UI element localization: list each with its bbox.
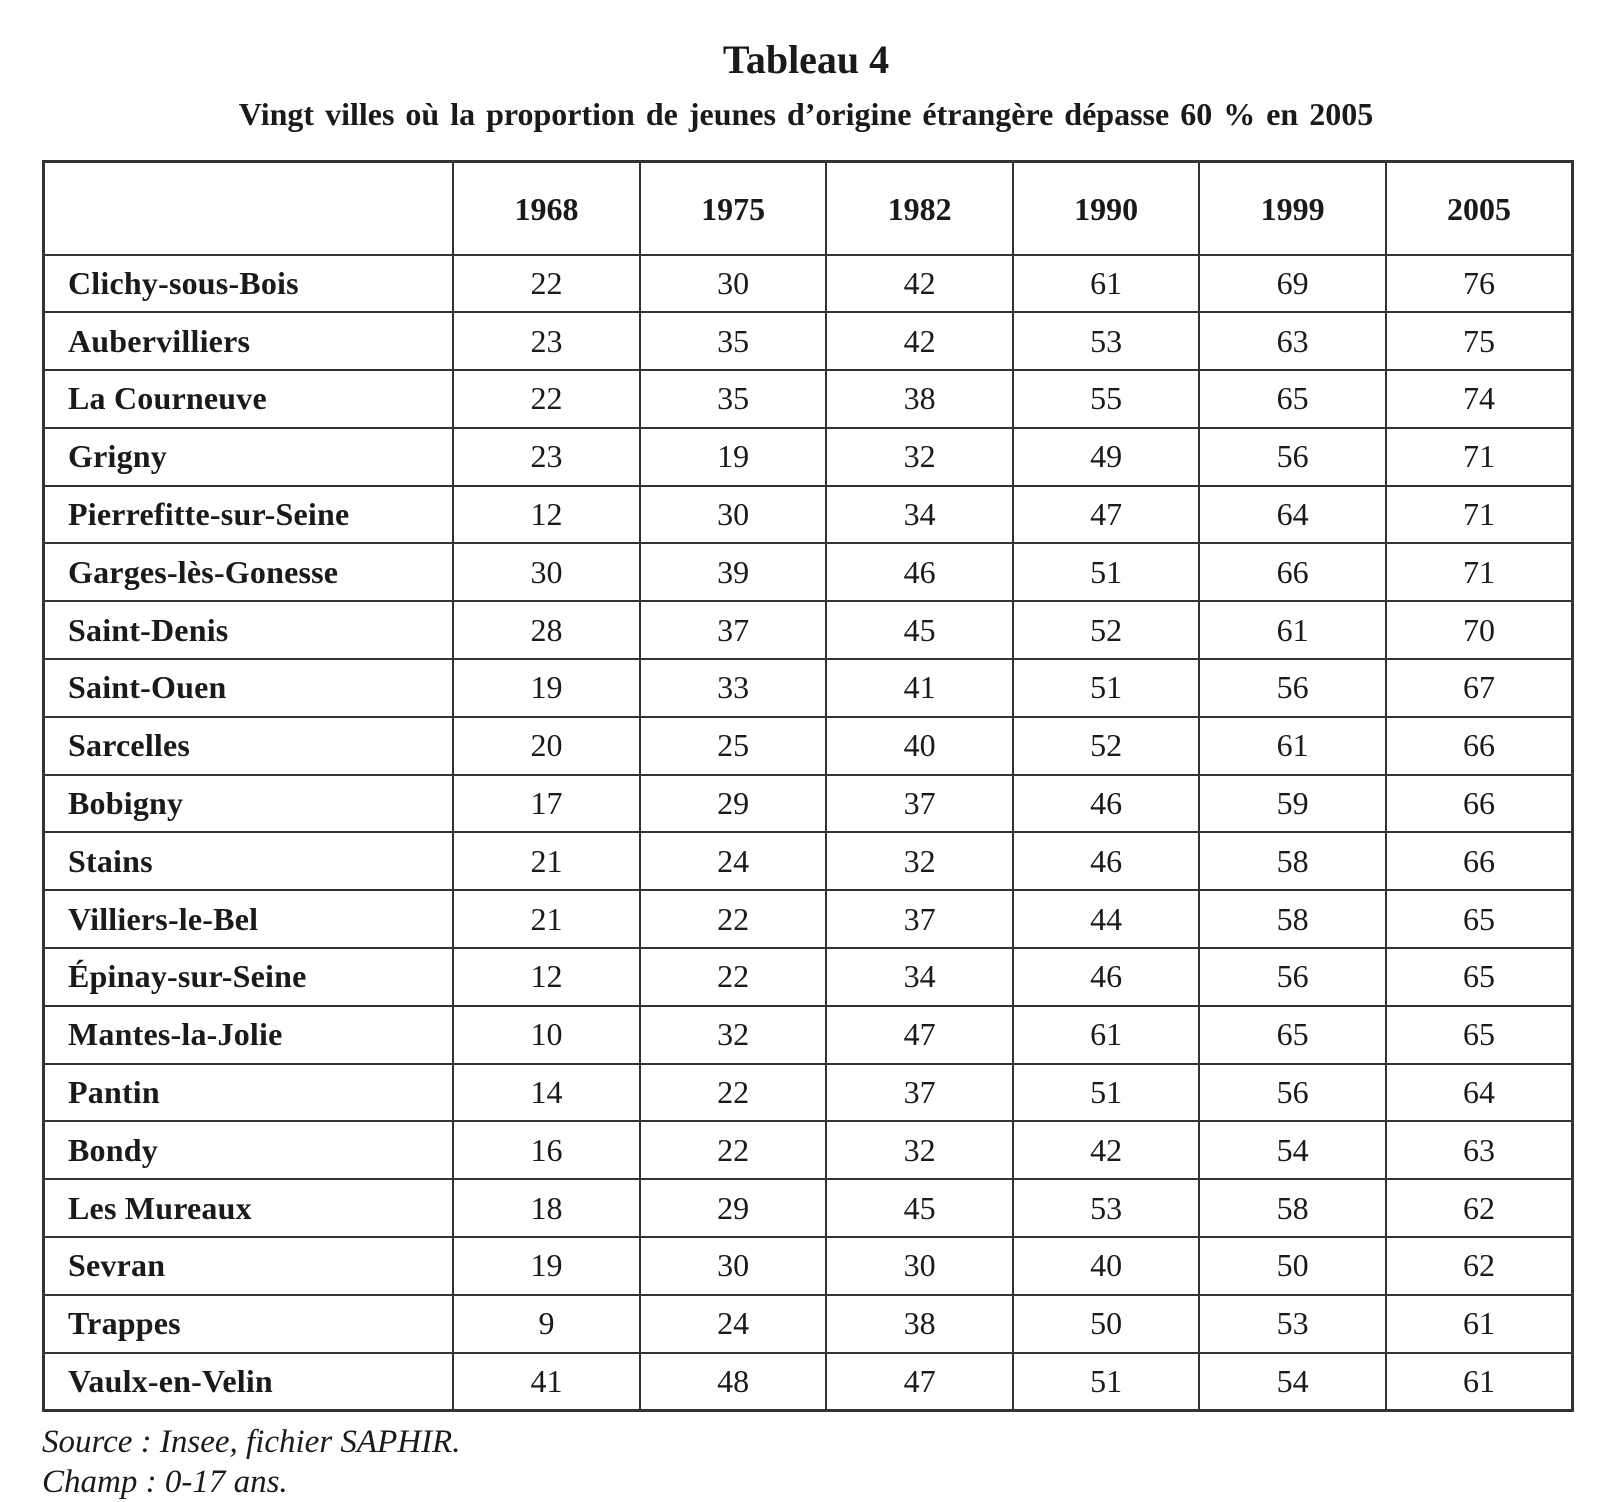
value-cell: 19: [453, 659, 640, 717]
value-cell: 29: [640, 775, 827, 833]
table-row: [44, 312, 1573, 370]
value-cell: 61: [1386, 1295, 1573, 1353]
table-row: [44, 1353, 1573, 1411]
value-cell: 56: [1199, 659, 1386, 717]
value-cell: 38: [826, 370, 1013, 428]
value-cell: 49: [1013, 428, 1200, 486]
value-cell: 52: [1013, 717, 1200, 775]
value-cell: 51: [1013, 1064, 1200, 1122]
value-cell: 65: [1386, 1006, 1573, 1064]
value-cell: 17: [453, 775, 640, 833]
value-cell: 42: [826, 255, 1013, 313]
value-cell: 48: [640, 1353, 827, 1411]
value-cell: 19: [640, 428, 827, 486]
value-cell: 71: [1386, 428, 1573, 486]
value-cell: 12: [453, 486, 640, 544]
table-row: [44, 775, 1573, 833]
city-name: Bobigny: [44, 775, 454, 833]
city-name: La Courneuve: [44, 370, 454, 428]
table-row: [44, 1237, 1573, 1295]
value-cell: 61: [1386, 1353, 1573, 1411]
value-cell: 53: [1013, 312, 1200, 370]
value-cell: 66: [1386, 717, 1573, 775]
value-cell: 30: [640, 1237, 827, 1295]
city-name: Trappes: [44, 1295, 454, 1353]
year-header: 1999: [1199, 162, 1386, 255]
value-cell: 61: [1199, 717, 1386, 775]
value-cell: 61: [1199, 601, 1386, 659]
value-cell: 64: [1386, 1064, 1573, 1122]
value-cell: 40: [1013, 1237, 1200, 1295]
value-cell: 66: [1199, 543, 1386, 601]
value-cell: 32: [826, 428, 1013, 486]
value-cell: 71: [1386, 486, 1573, 544]
table-row: [44, 1179, 1573, 1237]
value-cell: 47: [826, 1006, 1013, 1064]
value-cell: 54: [1199, 1121, 1386, 1179]
header-row: [44, 162, 1573, 255]
value-cell: 24: [640, 832, 827, 890]
year-header: 1975: [640, 162, 827, 255]
value-cell: 32: [826, 1121, 1013, 1179]
value-cell: 70: [1386, 601, 1573, 659]
year-header: 2005: [1386, 162, 1573, 255]
city-name: Pantin: [44, 1064, 454, 1122]
value-cell: 58: [1199, 890, 1386, 948]
city-name: Stains: [44, 832, 454, 890]
table-row: [44, 255, 1573, 313]
value-cell: 64: [1199, 486, 1386, 544]
value-cell: 22: [640, 948, 827, 1006]
value-cell: 56: [1199, 948, 1386, 1006]
value-cell: 61: [1013, 1006, 1200, 1064]
table-row: [44, 370, 1573, 428]
value-cell: 22: [640, 1064, 827, 1122]
value-cell: 46: [826, 543, 1013, 601]
value-cell: 32: [826, 832, 1013, 890]
value-cell: 23: [453, 428, 640, 486]
value-cell: 63: [1386, 1121, 1573, 1179]
value-cell: 23: [453, 312, 640, 370]
value-cell: 52: [1013, 601, 1200, 659]
value-cell: 51: [1013, 543, 1200, 601]
value-cell: 18: [453, 1179, 640, 1237]
year-header: 1968: [453, 162, 640, 255]
value-cell: 66: [1386, 832, 1573, 890]
value-cell: 28: [453, 601, 640, 659]
value-cell: 46: [1013, 775, 1200, 833]
value-cell: 74: [1386, 370, 1573, 428]
value-cell: 37: [826, 775, 1013, 833]
city-name: Mantes-la-Jolie: [44, 1006, 454, 1064]
value-cell: 41: [453, 1353, 640, 1411]
table-row: [44, 890, 1573, 948]
value-cell: 37: [826, 890, 1013, 948]
value-cell: 62: [1386, 1179, 1573, 1237]
value-cell: 56: [1199, 428, 1386, 486]
value-cell: 21: [453, 832, 640, 890]
table-row: [44, 659, 1573, 717]
value-cell: 62: [1386, 1237, 1573, 1295]
value-cell: 54: [1199, 1353, 1386, 1411]
value-cell: 37: [640, 601, 827, 659]
table-number: Tableau 4: [722, 37, 890, 82]
value-cell: 65: [1199, 1006, 1386, 1064]
city-name: Grigny: [44, 428, 454, 486]
table-notes: [42, 1422, 460, 1502]
value-cell: 21: [453, 890, 640, 948]
table-row: [44, 948, 1573, 1006]
value-cell: 24: [640, 1295, 827, 1353]
value-cell: 58: [1199, 1179, 1386, 1237]
value-cell: 51: [1013, 659, 1200, 717]
value-cell: 25: [640, 717, 827, 775]
value-cell: 37: [826, 1064, 1013, 1122]
value-cell: 53: [1013, 1179, 1200, 1237]
year-header: 1990: [1013, 162, 1200, 255]
value-cell: 61: [1013, 255, 1200, 313]
city-name: Clichy-sous-Bois: [44, 255, 454, 313]
value-cell: 30: [640, 486, 827, 544]
value-cell: 42: [1013, 1121, 1200, 1179]
value-cell: 38: [826, 1295, 1013, 1353]
city-name: Pierrefitte-sur-Seine: [44, 486, 454, 544]
value-cell: 30: [453, 543, 640, 601]
value-cell: 69: [1199, 255, 1386, 313]
value-cell: 66: [1386, 775, 1573, 833]
value-cell: 50: [1199, 1237, 1386, 1295]
city-name: Bondy: [44, 1121, 454, 1179]
table-row: [44, 1064, 1573, 1122]
value-cell: 41: [826, 659, 1013, 717]
value-cell: 12: [453, 948, 640, 1006]
data-table: [42, 160, 1574, 1412]
value-cell: 47: [826, 1353, 1013, 1411]
value-cell: 45: [826, 601, 1013, 659]
value-cell: 45: [826, 1179, 1013, 1237]
table-body: [44, 255, 1573, 1411]
value-cell: 67: [1386, 659, 1573, 717]
value-cell: 47: [1013, 486, 1200, 544]
value-cell: 40: [826, 717, 1013, 775]
table-row: [44, 1121, 1573, 1179]
value-cell: 22: [640, 890, 827, 948]
value-cell: 65: [1386, 948, 1573, 1006]
value-cell: 63: [1199, 312, 1386, 370]
value-cell: 14: [453, 1064, 640, 1122]
city-name: Aubervilliers: [44, 312, 454, 370]
value-cell: 35: [640, 312, 827, 370]
value-cell: 59: [1199, 775, 1386, 833]
city-name: Saint-Ouen: [44, 659, 454, 717]
table-row: [44, 717, 1573, 775]
table-row: [44, 1295, 1573, 1353]
value-cell: 76: [1386, 255, 1573, 313]
value-cell: 44: [1013, 890, 1200, 948]
city-name: Les Mureaux: [44, 1179, 454, 1237]
source-note: Source : Insee, fichier SAPHIR.: [42, 1424, 461, 1460]
value-cell: 46: [1013, 948, 1200, 1006]
value-cell: 22: [640, 1121, 827, 1179]
value-cell: 22: [453, 370, 640, 428]
value-cell: 20: [453, 717, 640, 775]
value-cell: 29: [640, 1179, 827, 1237]
table-row: [44, 486, 1573, 544]
value-cell: 39: [640, 543, 827, 601]
city-name: Sevran: [44, 1237, 454, 1295]
value-cell: 53: [1199, 1295, 1386, 1353]
value-cell: 51: [1013, 1353, 1200, 1411]
value-cell: 34: [826, 486, 1013, 544]
city-name: Épinay-sur-Seine: [44, 948, 454, 1006]
value-cell: 46: [1013, 832, 1200, 890]
table-row: [44, 832, 1573, 890]
table-row: [44, 543, 1573, 601]
value-cell: 33: [640, 659, 827, 717]
table-row: [44, 1006, 1573, 1064]
value-cell: 19: [453, 1237, 640, 1295]
value-cell: 10: [453, 1006, 640, 1064]
value-cell: 16: [453, 1121, 640, 1179]
table-title: Vingt villes où la proportion de jeunes d’origine étrangère dépasse 60 % en 2005: [238, 96, 1374, 132]
value-cell: 75: [1386, 312, 1573, 370]
value-cell: 9: [453, 1295, 640, 1353]
value-cell: 56: [1199, 1064, 1386, 1122]
city-name: Villiers-le-Bel: [44, 890, 454, 948]
table-row: [44, 601, 1573, 659]
city-name: Garges-lès-Gonesse: [44, 543, 454, 601]
value-cell: 58: [1199, 832, 1386, 890]
value-cell: 42: [826, 312, 1013, 370]
value-cell: 35: [640, 370, 827, 428]
table-row: [44, 428, 1573, 486]
value-cell: 34: [826, 948, 1013, 1006]
value-cell: 65: [1386, 890, 1573, 948]
value-cell: 71: [1386, 543, 1573, 601]
value-cell: 30: [640, 255, 827, 313]
city-name: Vaulx-en-Velin: [44, 1353, 454, 1411]
city-name: Sarcelles: [44, 717, 454, 775]
value-cell: 30: [826, 1237, 1013, 1295]
value-cell: 22: [453, 255, 640, 313]
corner-cell: [44, 162, 454, 255]
value-cell: 65: [1199, 370, 1386, 428]
value-cell: 32: [640, 1006, 827, 1064]
city-name: Saint-Denis: [44, 601, 454, 659]
year-header: 1982: [826, 162, 1013, 255]
scope-note: Champ : 0-17 ans.: [42, 1464, 288, 1500]
value-cell: 55: [1013, 370, 1200, 428]
value-cell: 50: [1013, 1295, 1200, 1353]
